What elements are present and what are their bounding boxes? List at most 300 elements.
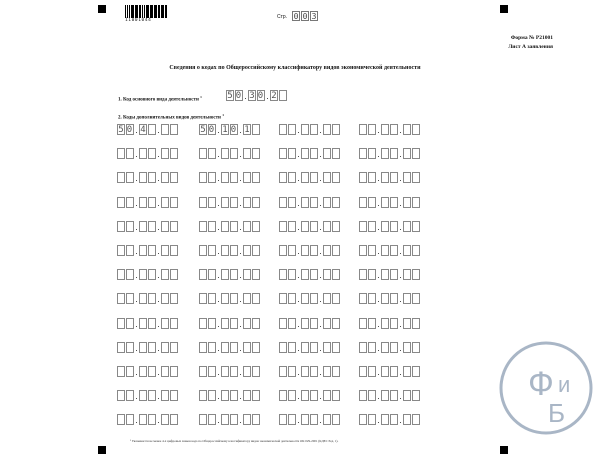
code-digit-cell[interactable]	[403, 390, 411, 401]
code-digit-cell[interactable]	[332, 197, 340, 208]
code-digit-cell[interactable]	[199, 221, 207, 232]
code-digit-cell[interactable]	[412, 366, 420, 377]
code-digit-cell[interactable]	[148, 148, 156, 159]
code-digit-cell[interactable]	[221, 366, 229, 377]
code-digit-cell[interactable]	[170, 366, 178, 377]
code-digit-cell[interactable]	[359, 148, 367, 159]
code-digit-cell[interactable]	[252, 197, 260, 208]
code-digit-cell[interactable]	[390, 148, 398, 159]
code-digit-cell[interactable]	[252, 318, 260, 329]
code-digit-cell[interactable]	[368, 197, 376, 208]
code-digit-cell[interactable]	[252, 221, 260, 232]
code-digit-cell[interactable]	[170, 197, 178, 208]
code-digit-cell[interactable]	[170, 414, 178, 425]
code-digit-cell[interactable]: 2	[271, 91, 277, 101]
code-digit-cell[interactable]	[381, 366, 389, 377]
code-digit-cell[interactable]	[359, 293, 367, 304]
code-digit-cell[interactable]	[332, 366, 340, 377]
code-digit-cell[interactable]: 1	[244, 125, 250, 135]
code-digit-cell[interactable]	[332, 390, 340, 401]
code-digit-cell[interactable]	[230, 414, 238, 425]
code-digit-cell[interactable]	[230, 342, 238, 353]
code-digit-cell[interactable]	[208, 366, 216, 377]
code-digit-cell[interactable]	[279, 269, 287, 280]
code-digit-cell[interactable]	[230, 221, 238, 232]
code-digit-cell[interactable]	[230, 293, 238, 304]
code-digit-cell[interactable]	[301, 293, 309, 304]
code-digit-cell[interactable]: 1	[222, 125, 228, 135]
code-digit-cell[interactable]: 5	[200, 125, 206, 135]
code-digit-cell[interactable]	[390, 245, 398, 256]
code-digit-cell[interactable]	[381, 197, 389, 208]
code-digit-cell[interactable]	[390, 366, 398, 377]
code-digit-cell[interactable]	[139, 221, 147, 232]
code-digit-cell[interactable]	[368, 414, 376, 425]
code-digit-cell[interactable]	[403, 245, 411, 256]
code-digit-cell[interactable]	[381, 293, 389, 304]
code-digit-cell[interactable]	[368, 269, 376, 280]
code-digit-cell[interactable]: 4	[140, 125, 146, 135]
code-digit-cell[interactable]	[148, 414, 156, 425]
code-digit-cell[interactable]	[221, 390, 229, 401]
code-digit-cell[interactable]	[117, 197, 125, 208]
code-digit-cell[interactable]	[390, 197, 398, 208]
code-digit-cell[interactable]	[288, 245, 296, 256]
code-digit-cell[interactable]	[279, 90, 287, 101]
code-digit-cell[interactable]	[279, 293, 287, 304]
page-digit[interactable]: 3	[311, 12, 317, 21]
code-digit-cell[interactable]	[288, 197, 296, 208]
code-digit-cell[interactable]	[252, 245, 260, 256]
code-digit-cell[interactable]	[381, 342, 389, 353]
code-digit-cell[interactable]	[359, 390, 367, 401]
code-digit-cell[interactable]	[301, 245, 309, 256]
code-digit-cell[interactable]	[359, 172, 367, 183]
code-digit-cell[interactable]	[310, 148, 318, 159]
code-digit-cell[interactable]	[139, 390, 147, 401]
code-digit-cell[interactable]	[310, 293, 318, 304]
code-digit-cell[interactable]	[208, 414, 216, 425]
code-digit-cell[interactable]	[221, 148, 229, 159]
code-digit-cell[interactable]	[161, 414, 169, 425]
code-digit-cell[interactable]	[279, 390, 287, 401]
code-digit-cell[interactable]	[403, 124, 411, 135]
code-digit-cell[interactable]	[301, 390, 309, 401]
code-digit-cell[interactable]	[199, 148, 207, 159]
code-digit-cell[interactable]	[243, 390, 251, 401]
code-digit-cell[interactable]	[288, 148, 296, 159]
code-digit-cell[interactable]	[230, 172, 238, 183]
code-digit-cell[interactable]	[126, 366, 134, 377]
code-digit-cell[interactable]	[288, 342, 296, 353]
code-digit-cell[interactable]	[117, 414, 125, 425]
code-digit-cell[interactable]	[221, 197, 229, 208]
code-digit-cell[interactable]	[288, 390, 296, 401]
code-digit-cell[interactable]	[288, 293, 296, 304]
code-digit-cell[interactable]	[139, 197, 147, 208]
code-digit-cell[interactable]	[381, 148, 389, 159]
code-digit-cell[interactable]	[161, 124, 169, 135]
code-digit-cell[interactable]	[288, 414, 296, 425]
code-digit-cell[interactable]	[310, 318, 318, 329]
code-digit-cell[interactable]	[170, 221, 178, 232]
code-digit-cell[interactable]	[161, 148, 169, 159]
code-digit-cell[interactable]	[368, 318, 376, 329]
code-digit-cell[interactable]	[170, 245, 178, 256]
code-digit-cell[interactable]	[279, 366, 287, 377]
code-digit-cell[interactable]	[403, 221, 411, 232]
code-digit-cell[interactable]	[208, 221, 216, 232]
code-digit-cell[interactable]	[381, 221, 389, 232]
code-digit-cell[interactable]	[243, 342, 251, 353]
code-digit-cell[interactable]	[148, 269, 156, 280]
code-digit-cell[interactable]	[359, 124, 367, 135]
code-digit-cell[interactable]	[390, 390, 398, 401]
code-digit-cell[interactable]	[301, 366, 309, 377]
code-digit-cell[interactable]	[301, 414, 309, 425]
code-digit-cell[interactable]	[310, 366, 318, 377]
code-digit-cell[interactable]	[243, 318, 251, 329]
code-digit-cell[interactable]	[230, 245, 238, 256]
code-digit-cell[interactable]	[117, 245, 125, 256]
code-digit-cell[interactable]	[243, 366, 251, 377]
code-digit-cell[interactable]	[170, 148, 178, 159]
code-digit-cell[interactable]	[301, 197, 309, 208]
code-digit-cell[interactable]	[390, 124, 398, 135]
code-digit-cell[interactable]	[403, 414, 411, 425]
code-digit-cell[interactable]	[208, 197, 216, 208]
code-digit-cell[interactable]	[126, 318, 134, 329]
code-digit-cell[interactable]	[243, 148, 251, 159]
code-digit-cell[interactable]	[310, 124, 318, 135]
code-digit-cell[interactable]	[170, 390, 178, 401]
code-digit-cell[interactable]	[117, 172, 125, 183]
code-digit-cell[interactable]	[381, 414, 389, 425]
code-digit-cell[interactable]	[117, 390, 125, 401]
code-digit-cell[interactable]	[403, 269, 411, 280]
code-digit-cell[interactable]	[243, 221, 251, 232]
code-digit-cell[interactable]	[243, 293, 251, 304]
code-digit-cell[interactable]	[412, 221, 420, 232]
code-digit-cell[interactable]	[301, 124, 309, 135]
code-digit-cell[interactable]	[117, 221, 125, 232]
code-digit-cell[interactable]	[310, 414, 318, 425]
page-digit[interactable]: 0	[293, 12, 299, 21]
code-digit-cell[interactable]	[126, 390, 134, 401]
code-digit-cell[interactable]	[412, 293, 420, 304]
code-digit-cell[interactable]	[323, 414, 331, 425]
code-digit-cell[interactable]	[368, 293, 376, 304]
code-digit-cell[interactable]	[117, 342, 125, 353]
code-digit-cell[interactable]	[310, 197, 318, 208]
code-digit-cell[interactable]	[230, 366, 238, 377]
code-digit-cell[interactable]	[208, 245, 216, 256]
code-digit-cell[interactable]	[199, 342, 207, 353]
code-digit-cell[interactable]	[126, 269, 134, 280]
code-digit-cell[interactable]	[139, 293, 147, 304]
code-digit-cell[interactable]	[368, 245, 376, 256]
code-digit-cell[interactable]	[368, 390, 376, 401]
code-digit-cell[interactable]	[117, 366, 125, 377]
code-digit-cell[interactable]	[139, 245, 147, 256]
code-digit-cell[interactable]	[323, 366, 331, 377]
code-digit-cell[interactable]: 0	[126, 125, 133, 135]
code-digit-cell[interactable]	[148, 390, 156, 401]
code-digit-cell[interactable]	[230, 269, 238, 280]
code-digit-cell[interactable]	[199, 318, 207, 329]
code-digit-cell[interactable]	[412, 269, 420, 280]
code-digit-cell[interactable]	[161, 366, 169, 377]
code-digit-cell[interactable]	[390, 318, 398, 329]
code-digit-cell[interactable]	[148, 366, 156, 377]
code-digit-cell[interactable]	[252, 366, 260, 377]
code-digit-cell[interactable]	[161, 197, 169, 208]
code-digit-cell[interactable]	[221, 245, 229, 256]
code-digit-cell[interactable]	[279, 221, 287, 232]
code-digit-cell[interactable]	[148, 197, 156, 208]
code-digit-cell[interactable]	[288, 172, 296, 183]
code-digit-cell[interactable]	[199, 293, 207, 304]
code-digit-cell[interactable]	[230, 197, 238, 208]
code-digit-cell[interactable]	[221, 269, 229, 280]
code-digit-cell[interactable]	[381, 390, 389, 401]
code-digit-cell[interactable]	[301, 172, 309, 183]
code-digit-cell[interactable]	[208, 269, 216, 280]
code-digit-cell[interactable]	[332, 245, 340, 256]
code-digit-cell[interactable]	[148, 124, 156, 135]
code-digit-cell[interactable]	[403, 197, 411, 208]
code-digit-cell[interactable]	[279, 318, 287, 329]
code-digit-cell[interactable]	[199, 197, 207, 208]
code-digit-cell[interactable]	[323, 269, 331, 280]
code-digit-cell[interactable]	[148, 293, 156, 304]
code-digit-cell[interactable]: 0	[257, 91, 264, 101]
code-digit-cell[interactable]	[243, 269, 251, 280]
code-digit-cell[interactable]	[148, 172, 156, 183]
code-digit-cell[interactable]: 0	[208, 125, 215, 135]
code-digit-cell[interactable]	[126, 221, 134, 232]
code-digit-cell[interactable]	[279, 342, 287, 353]
code-digit-cell[interactable]	[332, 124, 340, 135]
code-digit-cell[interactable]	[403, 366, 411, 377]
code-digit-cell[interactable]	[161, 221, 169, 232]
code-digit-cell[interactable]	[310, 221, 318, 232]
code-digit-cell[interactable]	[221, 293, 229, 304]
code-digit-cell[interactable]	[252, 172, 260, 183]
code-digit-cell[interactable]	[412, 148, 420, 159]
code-digit-cell[interactable]	[139, 414, 147, 425]
code-digit-cell[interactable]	[170, 269, 178, 280]
code-digit-cell[interactable]	[403, 293, 411, 304]
code-digit-cell[interactable]	[368, 342, 376, 353]
code-digit-cell[interactable]	[139, 172, 147, 183]
code-digit-cell[interactable]	[208, 342, 216, 353]
page-digit[interactable]: 0	[302, 12, 308, 21]
code-digit-cell[interactable]	[208, 390, 216, 401]
code-digit-cell[interactable]	[332, 172, 340, 183]
code-digit-cell[interactable]: 0	[235, 91, 242, 101]
code-digit-cell[interactable]	[332, 293, 340, 304]
code-digit-cell[interactable]: 5	[118, 125, 124, 135]
code-digit-cell[interactable]	[301, 318, 309, 329]
code-digit-cell[interactable]	[230, 148, 238, 159]
code-digit-cell[interactable]	[301, 148, 309, 159]
code-digit-cell[interactable]	[161, 342, 169, 353]
code-digit-cell[interactable]	[323, 342, 331, 353]
code-digit-cell[interactable]	[403, 148, 411, 159]
code-digit-cell[interactable]	[170, 293, 178, 304]
code-digit-cell[interactable]	[252, 293, 260, 304]
code-digit-cell[interactable]	[412, 318, 420, 329]
code-digit-cell[interactable]	[381, 172, 389, 183]
code-digit-cell[interactable]	[139, 366, 147, 377]
code-digit-cell[interactable]	[310, 269, 318, 280]
code-digit-cell[interactable]	[403, 342, 411, 353]
code-digit-cell[interactable]	[117, 269, 125, 280]
code-digit-cell[interactable]	[170, 318, 178, 329]
code-digit-cell[interactable]	[243, 414, 251, 425]
code-digit-cell[interactable]	[368, 221, 376, 232]
code-digit-cell[interactable]	[148, 221, 156, 232]
code-digit-cell[interactable]	[161, 390, 169, 401]
code-digit-cell[interactable]	[412, 414, 420, 425]
code-digit-cell[interactable]	[301, 269, 309, 280]
code-digit-cell[interactable]	[368, 148, 376, 159]
code-digit-cell[interactable]	[359, 342, 367, 353]
code-digit-cell[interactable]	[359, 318, 367, 329]
code-digit-cell[interactable]	[390, 414, 398, 425]
code-digit-cell[interactable]	[139, 269, 147, 280]
code-digit-cell[interactable]	[412, 172, 420, 183]
code-digit-cell[interactable]	[323, 245, 331, 256]
code-digit-cell[interactable]	[390, 269, 398, 280]
code-digit-cell[interactable]	[199, 414, 207, 425]
code-digit-cell[interactable]	[359, 221, 367, 232]
code-digit-cell[interactable]	[243, 245, 251, 256]
code-digit-cell[interactable]	[279, 148, 287, 159]
code-digit-cell[interactable]	[148, 342, 156, 353]
code-digit-cell[interactable]	[126, 414, 134, 425]
code-digit-cell[interactable]	[161, 293, 169, 304]
code-digit-cell[interactable]	[139, 342, 147, 353]
code-digit-cell[interactable]	[310, 245, 318, 256]
code-digit-cell[interactable]	[199, 269, 207, 280]
code-digit-cell[interactable]	[221, 221, 229, 232]
code-digit-cell[interactable]	[252, 148, 260, 159]
code-digit-cell[interactable]	[390, 172, 398, 183]
code-digit-cell[interactable]	[230, 318, 238, 329]
code-digit-cell[interactable]	[310, 342, 318, 353]
code-digit-cell[interactable]	[139, 148, 147, 159]
code-digit-cell[interactable]	[288, 366, 296, 377]
code-digit-cell[interactable]	[359, 366, 367, 377]
code-digit-cell[interactable]: 3	[249, 91, 255, 101]
code-digit-cell[interactable]	[381, 269, 389, 280]
code-digit-cell[interactable]	[323, 293, 331, 304]
code-digit-cell[interactable]	[252, 342, 260, 353]
code-digit-cell[interactable]: 5	[227, 91, 233, 101]
code-digit-cell[interactable]	[126, 293, 134, 304]
code-digit-cell[interactable]	[117, 148, 125, 159]
code-digit-cell[interactable]	[221, 414, 229, 425]
code-digit-cell[interactable]	[170, 342, 178, 353]
code-digit-cell[interactable]	[208, 148, 216, 159]
code-digit-cell[interactable]	[279, 172, 287, 183]
code-digit-cell[interactable]	[208, 318, 216, 329]
code-digit-cell[interactable]	[199, 366, 207, 377]
code-digit-cell[interactable]	[252, 390, 260, 401]
code-digit-cell[interactable]	[208, 293, 216, 304]
code-digit-cell[interactable]	[310, 390, 318, 401]
code-digit-cell[interactable]	[332, 414, 340, 425]
code-digit-cell[interactable]	[368, 124, 376, 135]
code-digit-cell[interactable]	[221, 318, 229, 329]
code-digit-cell[interactable]	[412, 342, 420, 353]
code-digit-cell[interactable]	[243, 172, 251, 183]
code-digit-cell[interactable]	[323, 318, 331, 329]
code-digit-cell[interactable]: 0	[230, 125, 237, 135]
code-digit-cell[interactable]	[412, 390, 420, 401]
code-digit-cell[interactable]	[221, 342, 229, 353]
code-digit-cell[interactable]	[368, 172, 376, 183]
code-digit-cell[interactable]	[252, 269, 260, 280]
code-digit-cell[interactable]	[381, 124, 389, 135]
code-digit-cell[interactable]	[288, 124, 296, 135]
code-digit-cell[interactable]	[126, 342, 134, 353]
code-digit-cell[interactable]	[139, 318, 147, 329]
code-digit-cell[interactable]	[332, 148, 340, 159]
code-digit-cell[interactable]	[199, 172, 207, 183]
code-digit-cell[interactable]	[161, 318, 169, 329]
code-digit-cell[interactable]	[148, 245, 156, 256]
code-digit-cell[interactable]	[279, 414, 287, 425]
code-digit-cell[interactable]	[288, 221, 296, 232]
code-digit-cell[interactable]	[252, 414, 260, 425]
code-digit-cell[interactable]	[199, 245, 207, 256]
code-digit-cell[interactable]	[221, 172, 229, 183]
code-digit-cell[interactable]	[279, 197, 287, 208]
code-digit-cell[interactable]	[170, 124, 178, 135]
code-digit-cell[interactable]	[332, 318, 340, 329]
code-digit-cell[interactable]	[332, 342, 340, 353]
code-digit-cell[interactable]	[332, 269, 340, 280]
code-digit-cell[interactable]	[148, 318, 156, 329]
code-digit-cell[interactable]	[359, 245, 367, 256]
code-digit-cell[interactable]	[161, 269, 169, 280]
code-digit-cell[interactable]	[403, 172, 411, 183]
code-digit-cell[interactable]	[381, 318, 389, 329]
code-digit-cell[interactable]	[323, 148, 331, 159]
code-digit-cell[interactable]	[230, 390, 238, 401]
code-digit-cell[interactable]	[161, 172, 169, 183]
code-digit-cell[interactable]	[412, 245, 420, 256]
code-digit-cell[interactable]	[403, 318, 411, 329]
code-digit-cell[interactable]	[126, 197, 134, 208]
code-digit-cell[interactable]	[390, 221, 398, 232]
code-digit-cell[interactable]	[301, 221, 309, 232]
code-digit-cell[interactable]	[412, 124, 420, 135]
code-digit-cell[interactable]	[288, 318, 296, 329]
code-digit-cell[interactable]	[323, 390, 331, 401]
code-digit-cell[interactable]	[288, 269, 296, 280]
code-digit-cell[interactable]	[301, 342, 309, 353]
code-digit-cell[interactable]	[359, 269, 367, 280]
code-digit-cell[interactable]	[359, 414, 367, 425]
code-digit-cell[interactable]	[279, 124, 287, 135]
code-digit-cell[interactable]	[390, 293, 398, 304]
code-digit-cell[interactable]	[279, 245, 287, 256]
code-digit-cell[interactable]	[381, 245, 389, 256]
